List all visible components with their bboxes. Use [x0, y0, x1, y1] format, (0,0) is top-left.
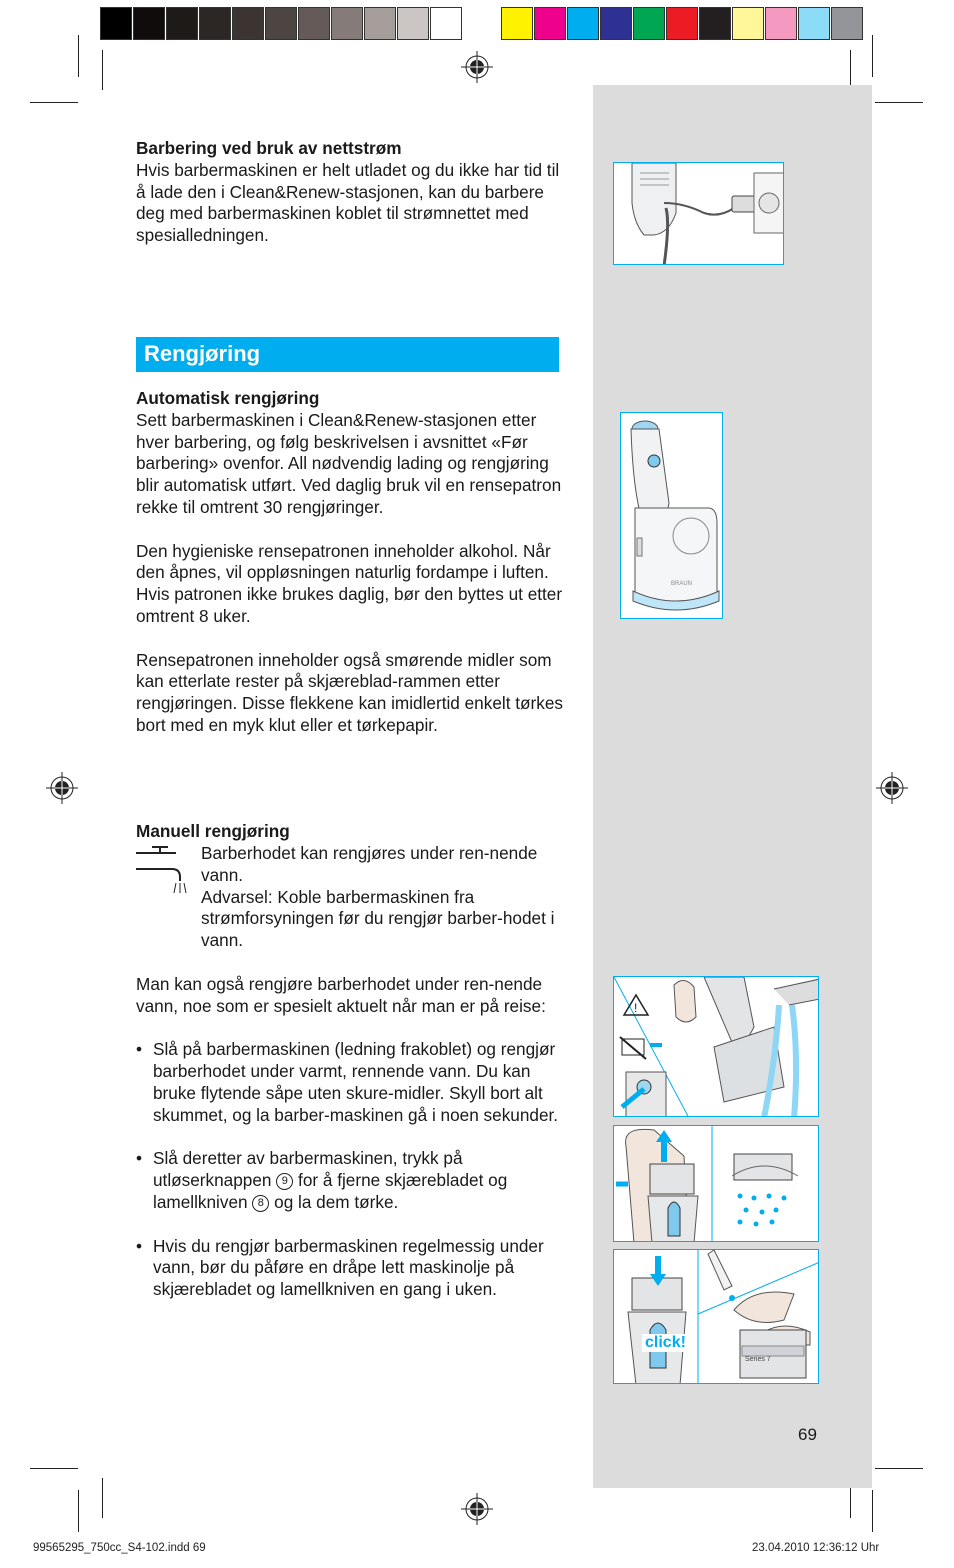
color-bar-gap: [463, 7, 501, 42]
color-swatch: [166, 7, 198, 40]
color-swatch: [765, 7, 797, 40]
color-swatch: [831, 7, 863, 40]
figure-clean-renew-station: [620, 412, 723, 619]
manual-cleaning-p1: Man kan også rengjøre barberhodet under ren-nende vann, noe som er spesielt aktuelt når man er på reise:: [136, 974, 546, 1016]
bullet-item: [136, 1148, 566, 1213]
bullet-dot: •: [136, 1039, 143, 1060]
manual-cleaning-body: [136, 974, 566, 1301]
color-swatch: [666, 7, 698, 40]
figure-remove-foil: [613, 1125, 819, 1242]
color-swatch: [232, 7, 264, 40]
footer-timestamp: 23.04.2010 12:36:12 Uhr: [752, 1542, 880, 1554]
color-swatch: [600, 7, 632, 40]
figure-mains-cord: [613, 162, 784, 265]
color-swatch: [199, 7, 231, 40]
crop-mark: [875, 1468, 923, 1469]
series-label: Series 7: [745, 1356, 771, 1363]
crop-mark: [872, 1490, 873, 1532]
bullet-text: for å fjerne skjærebladet og lamellkniven: [153, 1170, 508, 1212]
color-swatch: [133, 7, 165, 40]
mains-shaving-body: Hvis barbermaskinen er helt utladet og du ikke har tid til å lade den i Clean&Renew-stasjonen, kan du barbere deg med barbermaskinen koblet til strømnettet med spesialledningen.: [136, 159, 560, 246]
color-swatch: [798, 7, 830, 40]
bullet-text: Slå på barbermaskinen (ledning frakoblet) og rengjør barberhodet under varmt, rennende vann. Du kan bruke flytende såpe uten skure-midler. Skyll bort alt skummet, og la barber-maskinen gå i noen sekunder.: [153, 1039, 559, 1125]
manual-cleaning-section: [136, 821, 566, 843]
registration-mark-icon: [461, 1493, 493, 1525]
automatic-cleaning-title: Automatisk rengjøring: [136, 388, 320, 408]
bullet-text: Slå deretter av barbermaskinen, trykk på utløserknappen: [153, 1148, 463, 1191]
crop-mark: [872, 35, 873, 77]
footer-file-info: 99565295_750cc_S4-102.indd 69: [33, 1542, 206, 1554]
part-number-badge: 9: [276, 1173, 293, 1190]
color-swatch: [732, 7, 764, 40]
click-label: click!: [642, 1334, 689, 1352]
crop-mark: [850, 50, 851, 90]
bullet-text: og la dem tørke.: [274, 1191, 399, 1212]
section-heading: Rengjøring: [144, 341, 261, 366]
crop-mark: [78, 35, 79, 77]
svg-text:!: !: [634, 1001, 638, 1015]
color-swatch: [100, 7, 132, 40]
crop-mark: [30, 1468, 78, 1469]
svg-text:BRAUN: BRAUN: [671, 581, 693, 587]
crop-mark: [875, 102, 923, 103]
automatic-cleaning-p1: Sett barbermaskinen i Clean&Renew-stasjonen etter hver barbering, og følg beskrivelsen i avsnittet «Før barbering» ovenfor. All nødvendig lading og rengjøring blir automatisk utført. Ved daglig bruk vil en rensepatron rekke til omtrent 30 rengjøringer.: [136, 409, 562, 517]
color-swatch: [265, 7, 297, 40]
color-swatch: [397, 7, 429, 40]
color-swatch: [699, 7, 731, 40]
figure-oil-and-reattach: [613, 1249, 819, 1384]
automatic-cleaning-section: [136, 388, 566, 737]
mains-shaving-section: [136, 138, 566, 247]
color-swatch: [331, 7, 363, 40]
crop-mark: [78, 1490, 79, 1532]
crop-mark: [102, 50, 103, 90]
manual-cleaning-icon-text: Barberhodet kan rengjøres under ren-nende vann. Advarsel: Koble barbermaskinen fra strømforsyningen før du rengjør barber-hodet i vann.: [201, 843, 555, 951]
crop-mark: [30, 102, 78, 103]
part-number-badge: 8: [252, 1195, 269, 1212]
section-heading-bar: [136, 337, 559, 372]
registration-mark-icon: [46, 772, 78, 804]
automatic-cleaning-p3: Rensepatronen inneholder også smørende midler som kan etterlate rester på skjæreblad-rammen etter rengjøringen. Disse flekkene kan imidlertid enkelt tørkes bort med en myk klut eller et tørkepapir.: [136, 649, 564, 735]
automatic-cleaning-p2: Den hygieniske rensepatronen inneholder alkohol. Når den åpnes, vil oppløsningen naturlig fordampe i luften. Hvis patronen ikke brukes daglig, bør den byttes ut etter omtrent 8 uker.: [136, 540, 563, 626]
bullet-dot: •: [136, 1148, 143, 1169]
water-tap-icon: [136, 845, 190, 893]
bullet-item: [136, 1039, 566, 1126]
color-swatch: [534, 7, 566, 40]
bullet-dot: •: [136, 1235, 143, 1256]
color-swatch: [501, 7, 533, 40]
mains-shaving-title: Barbering ved bruk av nettstrøm: [136, 138, 402, 158]
bullet-text: Hvis du rengjør barbermaskinen regelmessig under vann, bør du påføre en dråpe lett maskinolje på skjærebladet og lamellkniven en gang i uken.: [153, 1235, 544, 1300]
color-swatch: [633, 7, 665, 40]
color-swatch: [567, 7, 599, 40]
figure-rinse-under-tap: [613, 976, 819, 1117]
color-swatch: [430, 7, 462, 40]
registration-mark-icon: [461, 51, 493, 83]
color-swatch: [298, 7, 330, 40]
registration-mark-icon: [876, 772, 908, 804]
color-swatch: [364, 7, 396, 40]
crop-mark: [102, 1478, 103, 1518]
color-calibration-bar: [100, 7, 864, 42]
bullet-item: [136, 1236, 566, 1301]
page-number: 69: [798, 1425, 817, 1444]
manual-cleaning-title: Manuell rengjøring: [136, 821, 290, 841]
